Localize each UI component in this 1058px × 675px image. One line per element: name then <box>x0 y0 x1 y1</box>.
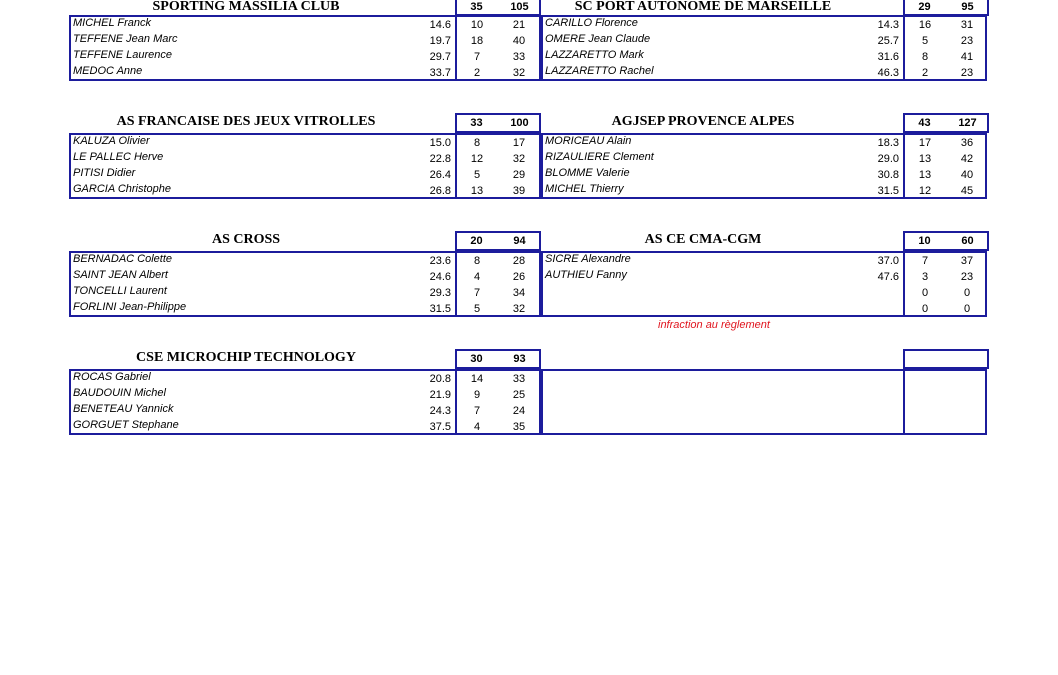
team-total2 <box>946 350 989 368</box>
player-points: 42 <box>960 153 974 165</box>
player-average: 19.7 <box>429 35 451 47</box>
player-rank: 2 <box>473 67 481 79</box>
player-rank: 3 <box>921 271 929 283</box>
player-points: 32 <box>512 303 526 315</box>
player-average: 30.8 <box>877 169 899 181</box>
player-points: 29 <box>512 169 526 181</box>
player-average: 31.6 <box>877 51 899 63</box>
player-points <box>949 387 985 403</box>
player-points: 40 <box>512 35 526 47</box>
player-average: 20.8 <box>429 373 451 385</box>
player-points: 40 <box>960 169 974 181</box>
team-total1: 10 <box>918 235 931 247</box>
player-points: 0 <box>963 303 971 315</box>
player-name: SICRE Alexandre <box>545 253 631 265</box>
player-name: MICHEL Franck <box>73 17 152 29</box>
rule-infraction-note: infraction au règlement <box>658 319 770 331</box>
player-rank: 12 <box>470 153 484 165</box>
player-rank: 5 <box>473 169 481 181</box>
player-rank: 8 <box>473 137 481 149</box>
player-name: OMERE Jean Claude <box>545 33 651 45</box>
player-average: 31.5 <box>429 303 451 315</box>
player-rank: 16 <box>918 19 932 31</box>
player-rank: 2 <box>921 67 929 79</box>
team-total2: 105 <box>510 1 529 13</box>
player-average: 26.4 <box>429 169 451 181</box>
player-average <box>859 301 899 317</box>
team-total1: 30 <box>470 353 483 365</box>
player-rank: 13 <box>918 169 932 181</box>
player-rank: 5 <box>473 303 481 315</box>
player-name: FORLINI Jean-Philippe <box>73 301 187 313</box>
player-average: 37.5 <box>429 421 451 433</box>
player-points: 28 <box>512 255 526 267</box>
column-divider <box>455 133 457 199</box>
column-divider <box>903 15 905 81</box>
player-rank: 4 <box>473 271 481 283</box>
column-divider <box>455 369 457 435</box>
player-average: 14.6 <box>429 19 451 31</box>
player-points: 33 <box>512 373 526 385</box>
column-divider <box>903 133 905 199</box>
player-average: 33.7 <box>429 67 451 79</box>
player-name: PITISI Didier <box>73 167 136 179</box>
player-rank: 7 <box>921 255 929 267</box>
team-total2: 100 <box>510 117 529 129</box>
column-divider <box>903 369 905 435</box>
player-average: 18.3 <box>877 137 899 149</box>
player-points: 33 <box>512 51 526 63</box>
player-rank: 4 <box>473 421 481 433</box>
player-name: LAZZARETTO Rachel <box>545 65 654 77</box>
player-name: MORICEAU Alain <box>545 135 632 147</box>
team-total1 <box>903 350 946 368</box>
player-name: BERNADAC Colette <box>73 253 173 265</box>
team-total1: 43 <box>918 117 931 129</box>
team-title: SC PORT AUTONOME DE MARSEILLE <box>574 0 832 14</box>
column-divider <box>455 251 457 317</box>
player-rank: 7 <box>473 287 481 299</box>
player-name: GORGUET Stephane <box>73 419 179 431</box>
player-points: 17 <box>512 137 526 149</box>
player-average: 31.5 <box>877 185 899 197</box>
player-points: 24 <box>512 405 526 417</box>
player-name: CARILLO Florence <box>545 17 638 29</box>
team-total1: 33 <box>470 117 483 129</box>
player-average: 46.3 <box>877 67 899 79</box>
player-points: 36 <box>960 137 974 149</box>
player-average: 47.6 <box>877 271 899 283</box>
player-points <box>949 403 985 419</box>
player-rank: 13 <box>470 185 484 197</box>
team-title: AS FRANCAISE DES JEUX VITROLLES <box>116 114 376 129</box>
player-name: SAINT JEAN Albert <box>73 269 168 281</box>
player-average <box>859 419 899 435</box>
player-rank: 14 <box>470 373 484 385</box>
player-points: 41 <box>960 51 974 63</box>
player-name: TEFFENE Jean Marc <box>73 33 178 45</box>
player-average: 29.0 <box>877 153 899 165</box>
player-rank <box>907 419 943 435</box>
player-points: 45 <box>960 185 974 197</box>
player-points: 23 <box>960 67 974 79</box>
player-average: 15.0 <box>429 137 451 149</box>
player-name: TONCELLI Laurent <box>73 285 167 297</box>
player-rank: 10 <box>470 19 484 31</box>
player-rank: 7 <box>473 405 481 417</box>
player-average: 29.3 <box>429 287 451 299</box>
player-points: 39 <box>512 185 526 197</box>
player-points: 32 <box>512 153 526 165</box>
team-title: CSE MICROCHIP TECHNOLOGY <box>136 350 356 365</box>
player-points: 35 <box>512 421 526 433</box>
player-rank <box>907 371 943 387</box>
player-name: BLOMME Valerie <box>545 167 630 179</box>
column-divider <box>455 15 457 81</box>
player-points <box>949 371 985 387</box>
player-points <box>949 419 985 435</box>
player-rank: 8 <box>921 51 929 63</box>
player-rank: 5 <box>921 35 929 47</box>
player-points: 34 <box>512 287 526 299</box>
player-name: BENETEAU Yannick <box>73 403 174 415</box>
team-total2: 127 <box>958 117 977 129</box>
player-name: KALUZA Olivier <box>73 135 150 147</box>
player-rank: 8 <box>473 255 481 267</box>
player-name: MICHEL Thierry <box>545 183 624 195</box>
team-total1: 20 <box>470 235 483 247</box>
player-rank: 0 <box>921 287 929 299</box>
player-name: BAUDOUIN Michel <box>73 387 166 399</box>
player-average: 22.8 <box>429 153 451 165</box>
player-rank: 9 <box>473 389 481 401</box>
player-average: 24.3 <box>429 405 451 417</box>
player-average: 14.3 <box>877 19 899 31</box>
team-title: SPORTING MASSILIA CLUB <box>152 0 340 14</box>
player-rank <box>907 403 943 419</box>
player-name: ROCAS Gabriel <box>73 371 151 383</box>
player-rank: 12 <box>918 185 932 197</box>
team-total1: 29 <box>918 1 931 13</box>
player-average <box>859 285 899 301</box>
team-total1: 35 <box>470 1 483 13</box>
player-points: 23 <box>960 271 974 283</box>
player-average: 23.6 <box>429 255 451 267</box>
player-average: 25.7 <box>877 35 899 47</box>
player-average: 21.9 <box>429 389 451 401</box>
team-title: AGJSEP PROVENCE ALPES <box>611 114 795 129</box>
player-points: 26 <box>512 271 526 283</box>
player-name: MEDOC Anne <box>73 65 143 77</box>
player-rank <box>907 387 943 403</box>
player-average: 37.0 <box>877 255 899 267</box>
player-average <box>859 387 899 403</box>
player-name: TEFFENE Laurence <box>73 49 173 61</box>
column-divider <box>903 251 905 317</box>
player-rank: 13 <box>918 153 932 165</box>
team-total2: 94 <box>513 235 526 247</box>
player-points: 21 <box>512 19 526 31</box>
player-name: AUTHIEU Fanny <box>545 269 627 281</box>
player-points: 25 <box>512 389 526 401</box>
player-rank: 0 <box>921 303 929 315</box>
team-title: AS CROSS <box>211 232 281 247</box>
player-points: 32 <box>512 67 526 79</box>
team-total2: 60 <box>961 235 974 247</box>
player-average <box>859 403 899 419</box>
player-points: 23 <box>960 35 974 47</box>
player-rank: 17 <box>918 137 932 149</box>
player-points: 0 <box>963 287 971 299</box>
player-name: LAZZARETTO Mark <box>545 49 644 61</box>
player-rank: 18 <box>470 35 484 47</box>
player-points: 31 <box>960 19 974 31</box>
player-name: GARCIA Christophe <box>73 183 172 195</box>
player-rank: 7 <box>473 51 481 63</box>
player-average: 26.8 <box>429 185 451 197</box>
player-average: 29.7 <box>429 51 451 63</box>
team-title: AS CE CMA-CGM <box>644 232 762 247</box>
player-name: RIZAULIERE Clement <box>545 151 654 163</box>
player-average: 24.6 <box>429 271 451 283</box>
team-total2: 95 <box>961 1 974 13</box>
team-title <box>541 349 865 367</box>
player-points: 37 <box>960 255 974 267</box>
team-total2: 93 <box>513 353 526 365</box>
player-name: LE PALLEC Herve <box>73 151 164 163</box>
player-average <box>859 371 899 387</box>
